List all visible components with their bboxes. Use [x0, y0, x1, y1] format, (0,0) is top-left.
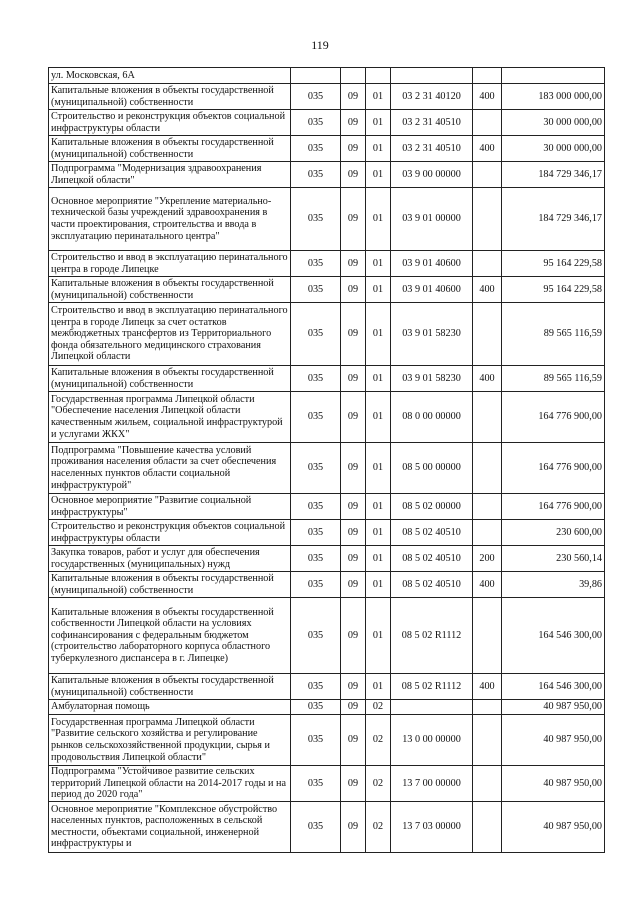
item-name: Капитальные вложения в объекты государственной (муниципальной) собственности: [49, 366, 291, 392]
table-row: [49, 801, 605, 852]
expense-type: [473, 68, 502, 84]
amount: 95 164 229,58: [502, 277, 605, 303]
section-code: 09: [341, 520, 366, 546]
target-article: 08 5 02 R1112: [391, 598, 473, 674]
subsection-code: 01: [366, 136, 391, 162]
amount: 40 987 950,00: [502, 715, 605, 766]
section-code: 09: [341, 136, 366, 162]
section-code: 09: [341, 251, 366, 277]
subsection-code: 01: [366, 494, 391, 520]
admin-code: 035: [291, 801, 341, 852]
amount: 184 729 346,17: [502, 162, 605, 188]
admin-code: 035: [291, 188, 341, 251]
amount: 164 776 900,00: [502, 494, 605, 520]
table-row: [49, 162, 605, 188]
table-row: [49, 110, 605, 136]
item-name: Капитальные вложения в объекты государственной (муниципальной) собственности: [49, 84, 291, 110]
section-code: 09: [341, 674, 366, 700]
section-code: 09: [341, 366, 366, 392]
admin-code: 035: [291, 136, 341, 162]
subsection-code: 02: [366, 700, 391, 715]
section-code: 09: [341, 84, 366, 110]
item-name: Подпрограмма "Модернизация здравоохранения Липецкой области": [49, 162, 291, 188]
expense-type: [473, 392, 502, 443]
section-code: 09: [341, 110, 366, 136]
amount: 40 987 950,00: [502, 766, 605, 802]
expense-type: 400: [473, 366, 502, 392]
target-article: 03 9 01 58230: [391, 303, 473, 366]
target-article: [391, 68, 473, 84]
target-article: 03 9 01 00000: [391, 188, 473, 251]
section-code: 09: [341, 392, 366, 443]
expense-type: 400: [473, 84, 502, 110]
amount: 89 565 116,59: [502, 366, 605, 392]
table-row: [49, 715, 605, 766]
expense-type: [473, 700, 502, 715]
table-row: [49, 84, 605, 110]
page-number: 119: [311, 38, 329, 52]
table-row: [49, 674, 605, 700]
expense-type: 400: [473, 674, 502, 700]
item-name: Основное мероприятие "Укрепление материально-технической базы учреждений здравоохранения в части проектирования, строительства и ввода в эксплуатацию перинатального центра": [49, 188, 291, 251]
section-code: 09: [341, 801, 366, 852]
table-row: [49, 520, 605, 546]
subsection-code: 02: [366, 715, 391, 766]
amount: 30 000 000,00: [502, 110, 605, 136]
expense-type: 400: [473, 572, 502, 598]
section-code: 09: [341, 277, 366, 303]
section-code: 09: [341, 188, 366, 251]
section-code: 09: [341, 598, 366, 674]
table-row: [49, 546, 605, 572]
subsection-code: 01: [366, 251, 391, 277]
item-name: Государственная программа Липецкой области "Развитие сельского хозяйства и регулирование рынков сельскохозяйственной продукции, сырья и продовольствия Липецкой области": [49, 715, 291, 766]
section-code: 09: [341, 715, 366, 766]
admin-code: 035: [291, 84, 341, 110]
admin-code: 035: [291, 598, 341, 674]
section-code: 09: [341, 162, 366, 188]
amount: 40 987 950,00: [502, 801, 605, 852]
target-article: 03 9 01 58230: [391, 366, 473, 392]
item-name: Капитальные вложения в объекты государственной собственности Липецкой области на условиях софинансирования с федеральным бюджетом (строительство лабораторного корпуса областного туберкулезного диспансера в г. Липецке): [49, 598, 291, 674]
subsection-code: 02: [366, 801, 391, 852]
amount: 95 164 229,58: [502, 251, 605, 277]
amount: 230 560,14: [502, 546, 605, 572]
amount: 164 546 300,00: [502, 674, 605, 700]
subsection-code: 01: [366, 84, 391, 110]
expense-type: [473, 766, 502, 802]
target-article: 13 7 03 00000: [391, 801, 473, 852]
item-name: Амбулаторная помощь: [49, 700, 291, 715]
amount: 184 729 346,17: [502, 188, 605, 251]
section-code: 09: [341, 572, 366, 598]
subsection-code: 01: [366, 110, 391, 136]
admin-code: 035: [291, 392, 341, 443]
admin-code: 035: [291, 700, 341, 715]
expense-type: [473, 188, 502, 251]
target-article: [391, 700, 473, 715]
item-name: Строительство и реконструкция объектов социальной инфраструктуры области: [49, 520, 291, 546]
subsection-code: 01: [366, 674, 391, 700]
target-article: 08 5 02 40510: [391, 572, 473, 598]
table-row: [49, 303, 605, 366]
table-row: [49, 136, 605, 162]
expense-type: [473, 110, 502, 136]
amount: 89 565 116,59: [502, 303, 605, 366]
subsection-code: 01: [366, 572, 391, 598]
expense-type: [473, 598, 502, 674]
admin-code: 035: [291, 494, 341, 520]
table-row: [49, 277, 605, 303]
subsection-code: 02: [366, 766, 391, 802]
amount: 183 000 000,00: [502, 84, 605, 110]
expense-type: [473, 801, 502, 852]
section-code: [341, 68, 366, 84]
item-name: Государственная программа Липецкой области "Обеспечение населения Липецкой области качественным жильем, социальной инфраструктурой и услугами ЖКХ": [49, 392, 291, 443]
expense-type: [473, 251, 502, 277]
subsection-code: 01: [366, 392, 391, 443]
amount: 164 776 900,00: [502, 443, 605, 494]
section-code: 09: [341, 494, 366, 520]
subsection-code: 01: [366, 188, 391, 251]
amount: 164 776 900,00: [502, 392, 605, 443]
admin-code: 035: [291, 572, 341, 598]
expense-type: [473, 162, 502, 188]
admin-code: 035: [291, 766, 341, 802]
item-name: Основное мероприятие "Развитие социальной инфраструктуры": [49, 494, 291, 520]
section-code: 09: [341, 700, 366, 715]
expense-type: [473, 715, 502, 766]
target-article: 08 5 02 40510: [391, 520, 473, 546]
table-row: [49, 572, 605, 598]
amount: 30 000 000,00: [502, 136, 605, 162]
target-article: 08 5 02 40510: [391, 546, 473, 572]
target-article: 03 9 01 40600: [391, 277, 473, 303]
expense-type: [473, 494, 502, 520]
item-name: Подпрограмма "Устойчивое развитие сельских территорий Липецкой области на 2014-2017 годы и на период до 2020 года": [49, 766, 291, 802]
table-row: [49, 598, 605, 674]
expense-type: 400: [473, 136, 502, 162]
target-article: 08 0 00 00000: [391, 392, 473, 443]
admin-code: 035: [291, 162, 341, 188]
item-name: Строительство и реконструкция объектов социальной инфраструктуры области: [49, 110, 291, 136]
section-code: 09: [341, 303, 366, 366]
admin-code: 035: [291, 443, 341, 494]
item-name: Подпрограмма "Повышение качества условий проживания населения области за счет обеспечения населенных пунктов области социальной инфраструктурой": [49, 443, 291, 494]
subsection-code: 01: [366, 520, 391, 546]
table-row: [49, 392, 605, 443]
subsection-code: 01: [366, 162, 391, 188]
admin-code: 035: [291, 674, 341, 700]
admin-code: 035: [291, 277, 341, 303]
item-name: Основное мероприятие "Комплексное обустройство населенных пунктов, расположенных в сельской местности, объектами социальной, инженерной инфраструктуры и: [49, 801, 291, 852]
target-article: 03 2 31 40510: [391, 110, 473, 136]
subsection-code: [366, 68, 391, 84]
expense-type: 400: [473, 277, 502, 303]
table-row: [49, 68, 605, 84]
item-name: Капитальные вложения в объекты государственной (муниципальной) собственности: [49, 136, 291, 162]
table-row: [49, 251, 605, 277]
admin-code: 035: [291, 366, 341, 392]
amount: 40 987 950,00: [502, 700, 605, 715]
table-body: [49, 68, 605, 853]
target-article: 03 9 00 00000: [391, 162, 473, 188]
section-code: 09: [341, 766, 366, 802]
item-name: ул. Московская, 6А: [49, 68, 291, 84]
table-row: [49, 494, 605, 520]
subsection-code: 01: [366, 598, 391, 674]
target-article: 13 0 00 00000: [391, 715, 473, 766]
target-article: 08 5 02 00000: [391, 494, 473, 520]
table-row: [49, 700, 605, 715]
amount: 230 600,00: [502, 520, 605, 546]
item-name: Строительство и ввод в эксплуатацию перинатального центра в городе Липецк за счет остатков межбюджетных трансфертов из Территориального фонда обязательного медицинского страхования Липецкой области: [49, 303, 291, 366]
expense-type: [473, 520, 502, 546]
expense-type: [473, 443, 502, 494]
subsection-code: 01: [366, 443, 391, 494]
admin-code: 035: [291, 520, 341, 546]
subsection-code: 01: [366, 303, 391, 366]
amount: 39,86: [502, 572, 605, 598]
subsection-code: 01: [366, 546, 391, 572]
admin-code: [291, 68, 341, 84]
table-row: [49, 766, 605, 802]
item-name: Закупка товаров, работ и услуг для обеспечения государственных (муниципальных) нужд: [49, 546, 291, 572]
amount: 164 546 300,00: [502, 598, 605, 674]
item-name: Капитальные вложения в объекты государственной (муниципальной) собственности: [49, 572, 291, 598]
budget-table: [48, 67, 605, 853]
target-article: 03 9 01 40600: [391, 251, 473, 277]
subsection-code: 01: [366, 366, 391, 392]
item-name: Строительство и ввод в эксплуатацию перинатального центра в городе Липецке: [49, 251, 291, 277]
table-row: [49, 443, 605, 494]
expense-type: 200: [473, 546, 502, 572]
admin-code: 035: [291, 715, 341, 766]
table-row: [49, 188, 605, 251]
target-article: 03 2 31 40120: [391, 84, 473, 110]
item-name: Капитальные вложения в объекты государственной (муниципальной) собственности: [49, 674, 291, 700]
target-article: 08 5 02 R1112: [391, 674, 473, 700]
table-row: [49, 366, 605, 392]
target-article: 03 2 31 40510: [391, 136, 473, 162]
admin-code: 035: [291, 546, 341, 572]
section-code: 09: [341, 443, 366, 494]
amount: [502, 68, 605, 84]
admin-code: 035: [291, 110, 341, 136]
target-article: 13 7 00 00000: [391, 766, 473, 802]
expense-type: [473, 303, 502, 366]
subsection-code: 01: [366, 277, 391, 303]
section-code: 09: [341, 546, 366, 572]
admin-code: 035: [291, 251, 341, 277]
admin-code: 035: [291, 303, 341, 366]
target-article: 08 5 00 00000: [391, 443, 473, 494]
item-name: Капитальные вложения в объекты государственной (муниципальной) собственности: [49, 277, 291, 303]
